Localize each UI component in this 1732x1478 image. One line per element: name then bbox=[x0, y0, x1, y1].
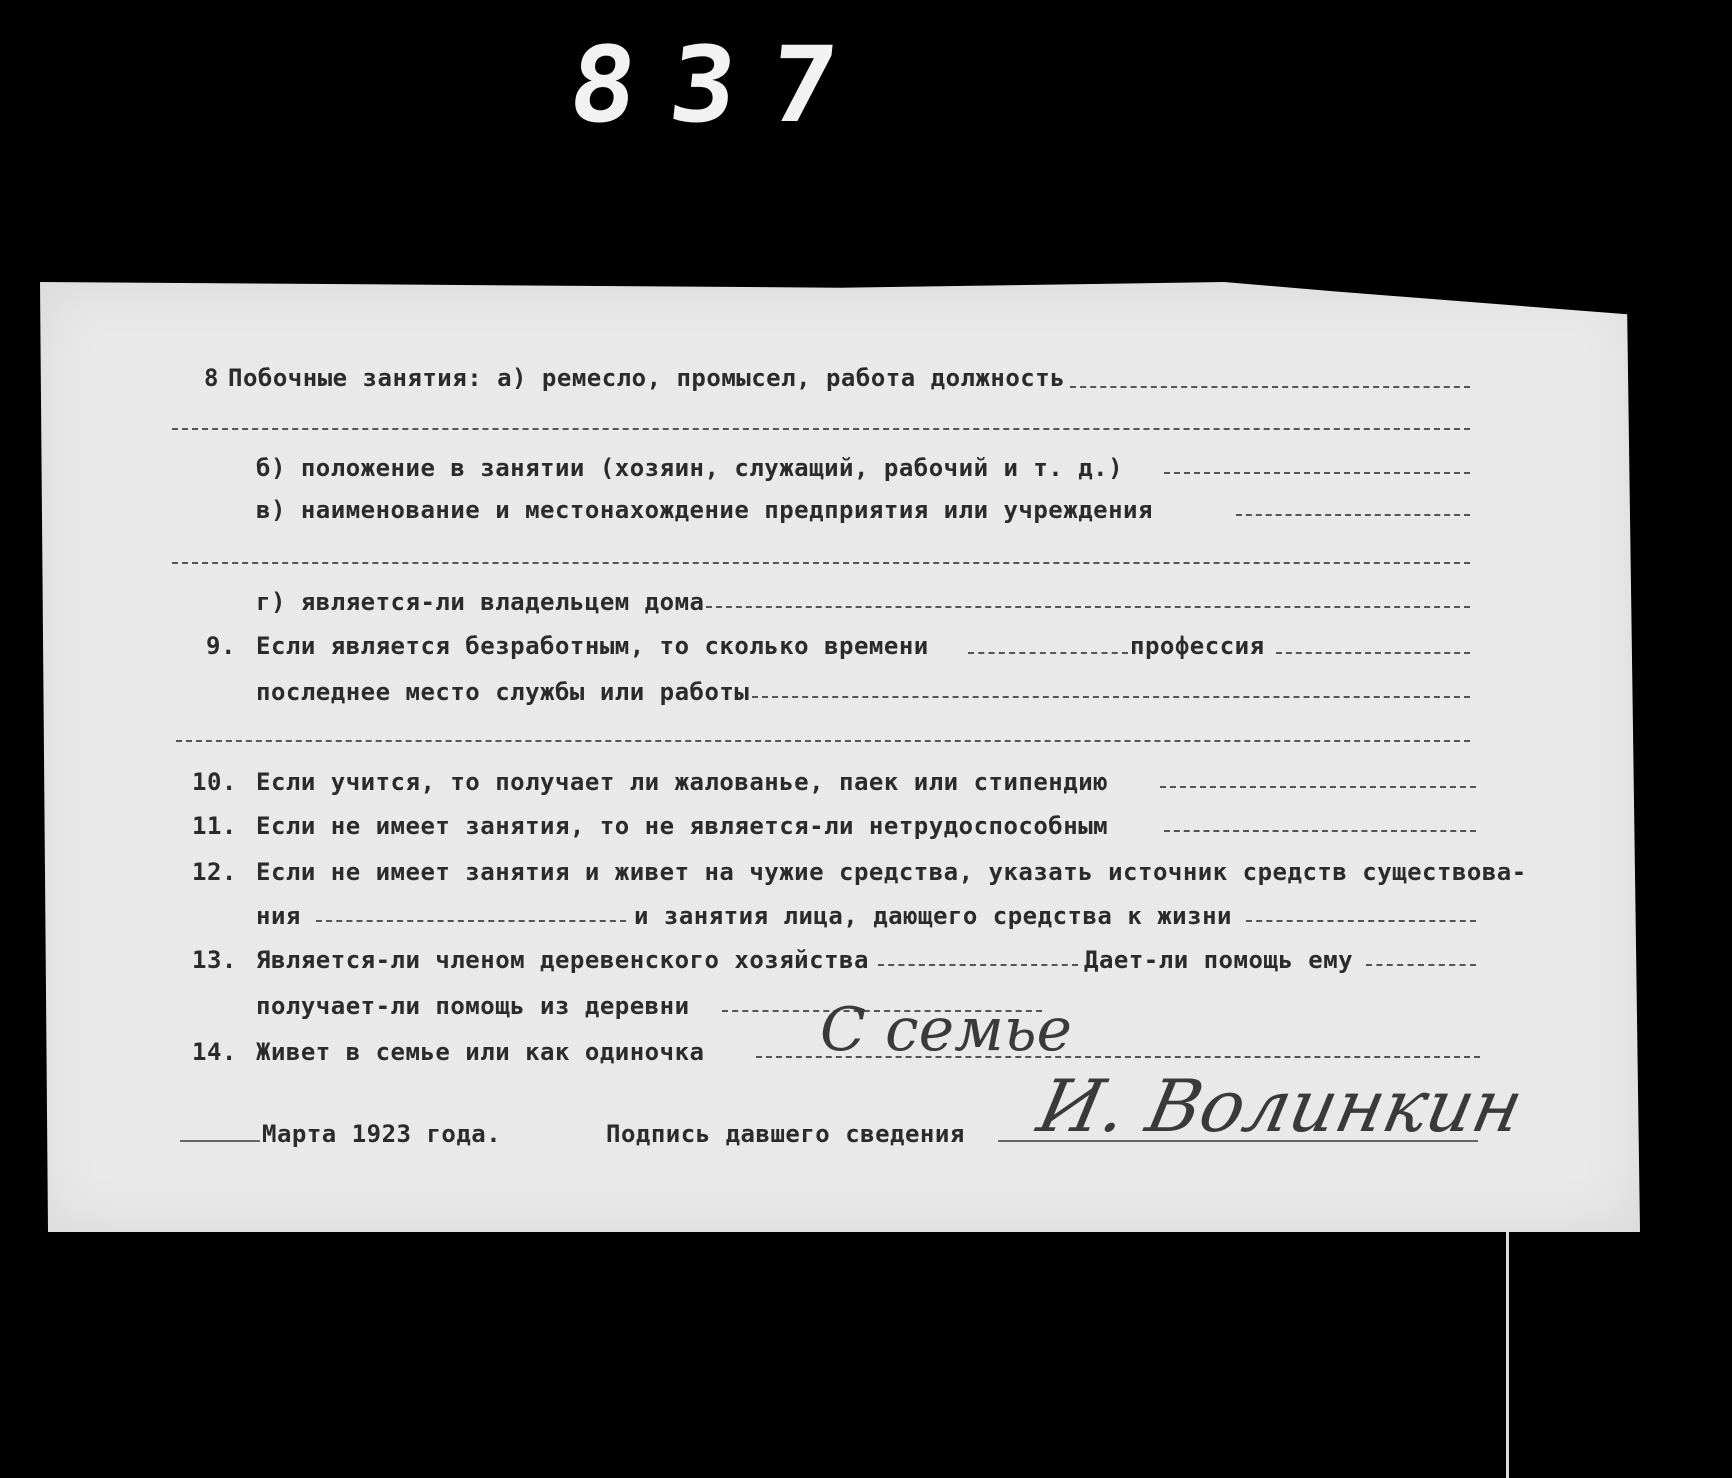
q10-number: 10. bbox=[192, 768, 237, 796]
q14-handwritten-answer: С семье bbox=[820, 995, 1073, 1065]
q10-fill bbox=[1160, 786, 1476, 788]
q8-number: 8 bbox=[204, 364, 219, 392]
q13-line1a: Является-ли членом деревенского хозяйства bbox=[256, 946, 869, 974]
q12-source-fill bbox=[316, 920, 626, 922]
q9-line2: последнее место службы или работы bbox=[256, 678, 750, 706]
q11-text: Если не имеет занятия, то не является-ли нетрудоспособным bbox=[256, 812, 1109, 840]
q9-line1: Если является безработным, то сколько времени bbox=[256, 632, 929, 660]
day-fill bbox=[180, 1140, 260, 1142]
q8v-fill-line-2 bbox=[172, 562, 1470, 564]
signature: И. Волинкин bbox=[1031, 1064, 1531, 1148]
q14-text: Живет в семье или как одиночка bbox=[256, 1038, 705, 1066]
q8v-text: в) наименование и местонахождение предприятия или учреждения bbox=[256, 496, 1153, 524]
film-edge-line bbox=[1506, 1232, 1509, 1478]
q12-line2b: и занятия лица, дающего средства к жизни bbox=[634, 902, 1232, 930]
q13-number: 13. bbox=[192, 946, 237, 974]
q9-number: 9. bbox=[206, 632, 236, 660]
q12-line1: Если не имеет занятия и живет на чужие средства, указать источник средств существова- bbox=[256, 858, 1527, 886]
q9-line2-fill bbox=[752, 696, 1470, 698]
q9-time-fill bbox=[968, 652, 1128, 654]
q12-person-fill bbox=[1246, 920, 1476, 922]
q13-member-fill bbox=[878, 964, 1078, 966]
q8a-fill-line-2 bbox=[172, 428, 1470, 430]
q11-number: 11. bbox=[192, 812, 237, 840]
q8a-text: Побочные занятия: а) ремесло, промысел, работа должность bbox=[228, 364, 1066, 392]
q8g-text: г) является-ли владельцем дома bbox=[256, 588, 705, 616]
q10-text: Если учится, то получает ли жалованье, паек или стипендию bbox=[256, 768, 1109, 796]
q12-line2a: ния bbox=[256, 902, 301, 930]
q8g-fill-line bbox=[706, 606, 1470, 608]
q9-line2-fill-2 bbox=[176, 740, 1470, 742]
q9-profession-label: профессия bbox=[1130, 632, 1265, 660]
q12-number: 12. bbox=[192, 858, 237, 886]
q13-help-fill bbox=[1366, 964, 1476, 966]
q8v-fill-line bbox=[1236, 514, 1470, 516]
q11-fill bbox=[1164, 830, 1476, 832]
signature-label: Подпись давшего сведения bbox=[606, 1120, 965, 1148]
q8b-text: б) положение в занятии (хозяин, служащий, рабочий и т. д.) bbox=[256, 454, 1124, 482]
q13-line2: получает-ли помощь из деревни bbox=[256, 992, 690, 1020]
q14-number: 14. bbox=[192, 1038, 237, 1066]
q8b-fill-line bbox=[1164, 472, 1470, 474]
q9-profession-fill bbox=[1276, 652, 1470, 654]
footer-date: Марта 1923 года. bbox=[262, 1120, 502, 1148]
frame-number: 837 bbox=[563, 24, 878, 146]
q8a-fill-line bbox=[1070, 386, 1470, 388]
q13-line1b: Дает-ли помощь ему bbox=[1084, 946, 1354, 974]
